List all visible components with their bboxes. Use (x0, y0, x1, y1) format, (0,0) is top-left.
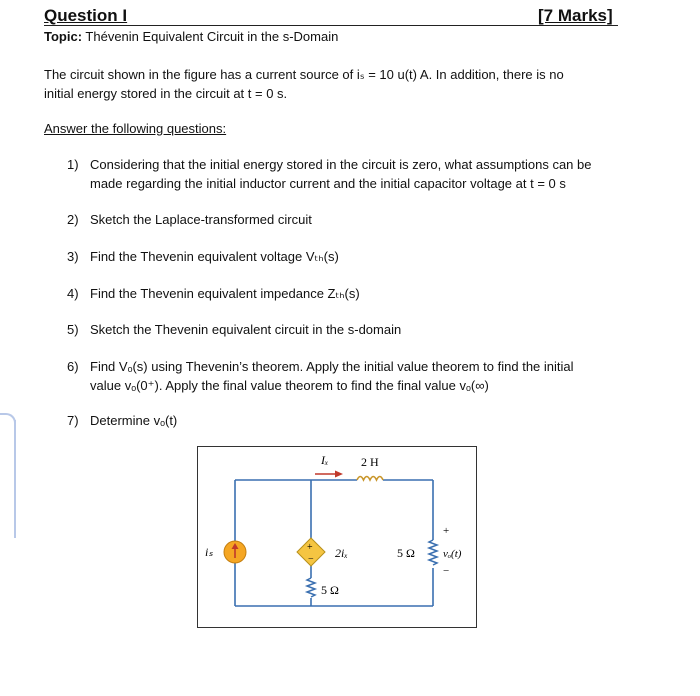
dep-minus: − (308, 554, 314, 565)
question-line: Find Vₒ(s) using Thevenin’s theorem. Apply the initial value theorem to find the initial (90, 359, 574, 374)
question-number: 2) (67, 212, 79, 227)
intro-paragraph (44, 65, 644, 103)
resistor-right (429, 540, 437, 565)
answer-heading: Answer the following questions: (44, 121, 227, 136)
margin-mark-line (14, 420, 16, 538)
header-rule (44, 25, 618, 26)
question-text: Sketch the Laplace-transformed circuit (90, 212, 312, 227)
intro-line-2: initial energy stored in the circuit at t = 0 s. (44, 86, 288, 101)
topic-text: Thévenin Equivalent Circuit in the s-Domain (85, 29, 339, 44)
output-label: vₒ(t) (443, 548, 462, 560)
resistor-middle (307, 578, 315, 597)
resistor-middle-label: 5 Ω (321, 583, 339, 597)
question-text (90, 357, 635, 395)
question-number: 3) (67, 249, 79, 264)
question-text: Find the Thevenin equivalent voltage Vₜₕ(s) (90, 249, 339, 264)
question-number: 5) (67, 322, 79, 337)
question-line: Considering that the initial energy stored in the circuit is zero, what assumptions can be (90, 157, 592, 172)
topic-line (44, 27, 338, 46)
source-label: iₛ (205, 545, 213, 559)
question-line: made regarding the initial inductor current and the initial capacitor voltage at t = 0 s (90, 176, 566, 191)
marks-label: [7 Marks] (538, 6, 613, 25)
inductor (357, 477, 383, 481)
inductor-label: 2 H (361, 455, 379, 469)
question-number: 1) (67, 157, 79, 172)
question-text: Determine vₒ(t) (90, 413, 178, 428)
question-text: Sketch the Thevenin equivalent circuit in the s-domain (90, 322, 402, 337)
question-text (90, 155, 635, 193)
circuit-diagram (197, 446, 477, 628)
intro-line-1: The circuit shown in the figure has a current source of iₛ = 10 u(t) A. In addition, there is no (44, 67, 564, 82)
question-title: Question I (44, 6, 128, 25)
dep-source-label: 2iₓ (335, 546, 348, 560)
resistor-right-label: 5 Ω (397, 546, 415, 560)
output-minus: − (443, 565, 450, 577)
topic-label: Topic: (44, 29, 83, 44)
dep-plus: + (307, 542, 313, 553)
output-plus: + (443, 525, 450, 537)
current-label: Iₓ (321, 453, 329, 467)
question-number: 7) (67, 413, 79, 428)
question-text: Find the Thevenin equivalent impedance Zₜₕ(s) (90, 286, 360, 301)
current-arrow-icon (335, 471, 343, 478)
question-number: 4) (67, 286, 79, 301)
question-line: value vₒ(0⁺). Apply the final value theorem to find the final value vₒ(∞) (90, 378, 489, 393)
question-number: 6) (67, 359, 79, 374)
